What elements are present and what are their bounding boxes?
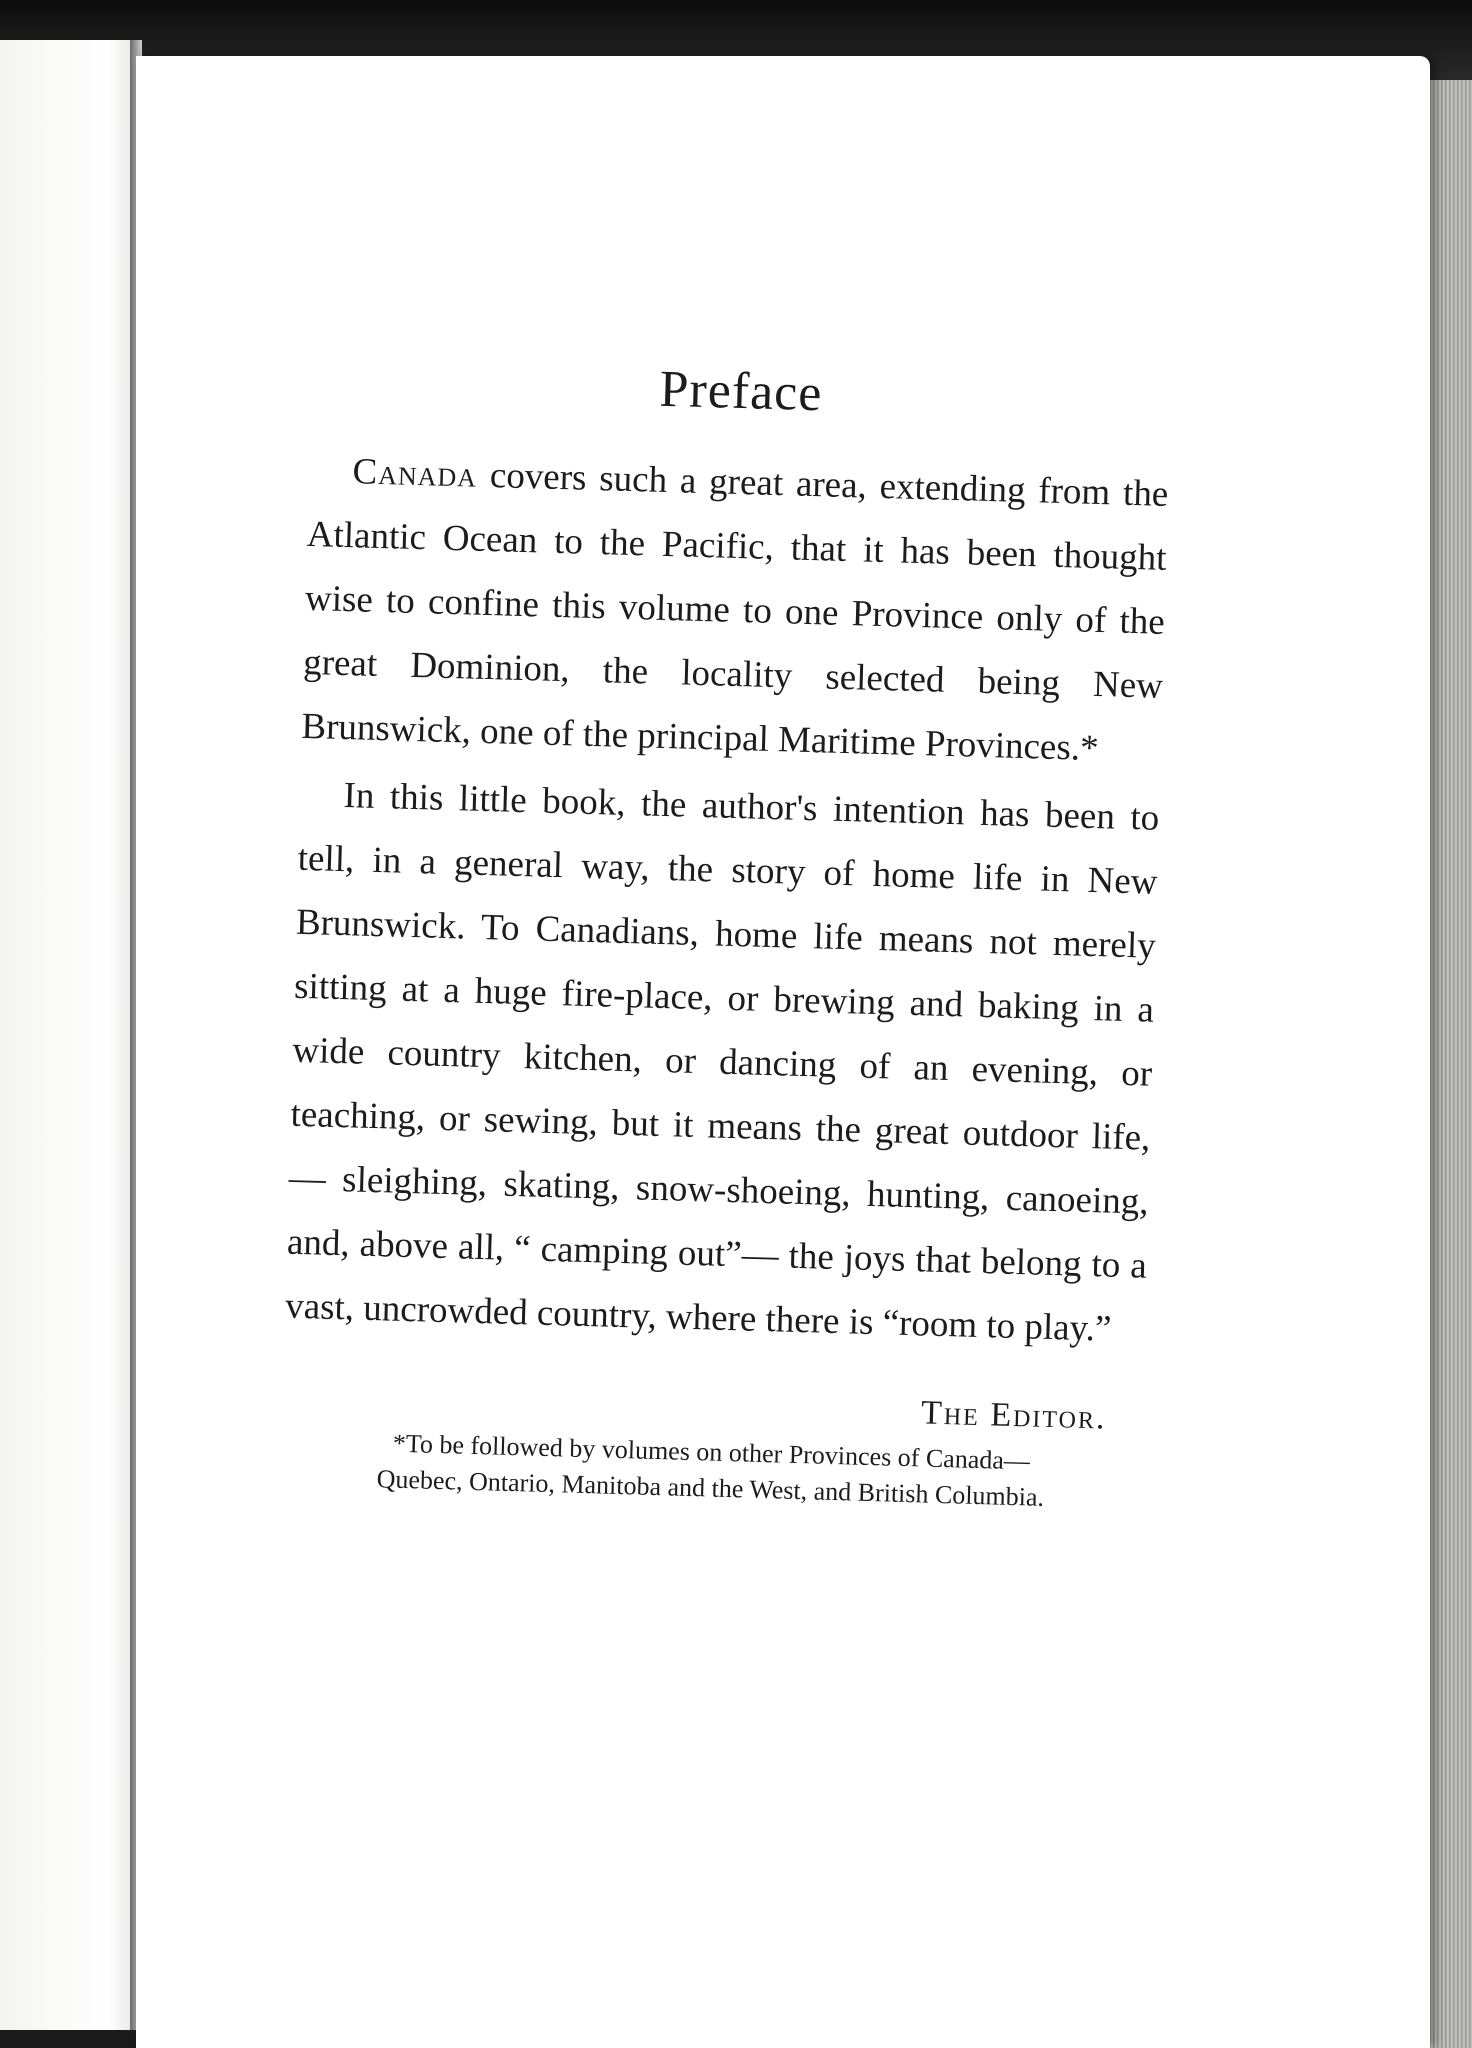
paragraph-1-body: covers such a great area, extending from the Atlantic Ocean to the Pacific, that it has been thought wise to confine this volume to one Province only of the great Dominion, the locality selected being New Brunswick, one of the principal Maritime Provinces.*: [300, 454, 1169, 770]
preface-text-block: [280, 350, 1172, 1519]
page-title: Preface: [658, 360, 824, 423]
left-page-edge: [0, 40, 139, 2030]
editor-signature: The Editor.: [920, 1394, 1108, 1437]
footnote-line-2: Quebec, Ontario, Manitoba and the West, and British Columbia.: [376, 1464, 1045, 1512]
paragraph-2: In this little book, the author's intention has been to tell, in a general way, the story of home life in New Brunswick. To Canadians, home life means not merely sitting at a huge fire-place, or brewing and baking in a wide country kitchen, or dancing of an evening, or teaching, or sewing, but it means the great outdoor life, — sleighing, skating, snow-shoeing, hunting, canoeing, and, above all, “ camping out”— the joys that belong to a vast, uncrowded country, where there is “room to play.”: [284, 775, 1160, 1350]
paragraph-1: [301, 439, 1170, 783]
paragraph-1-lead: Canada: [352, 451, 478, 496]
footnote-line-1: *To be followed by volumes on other Provinces of Canada—: [392, 1428, 1031, 1476]
